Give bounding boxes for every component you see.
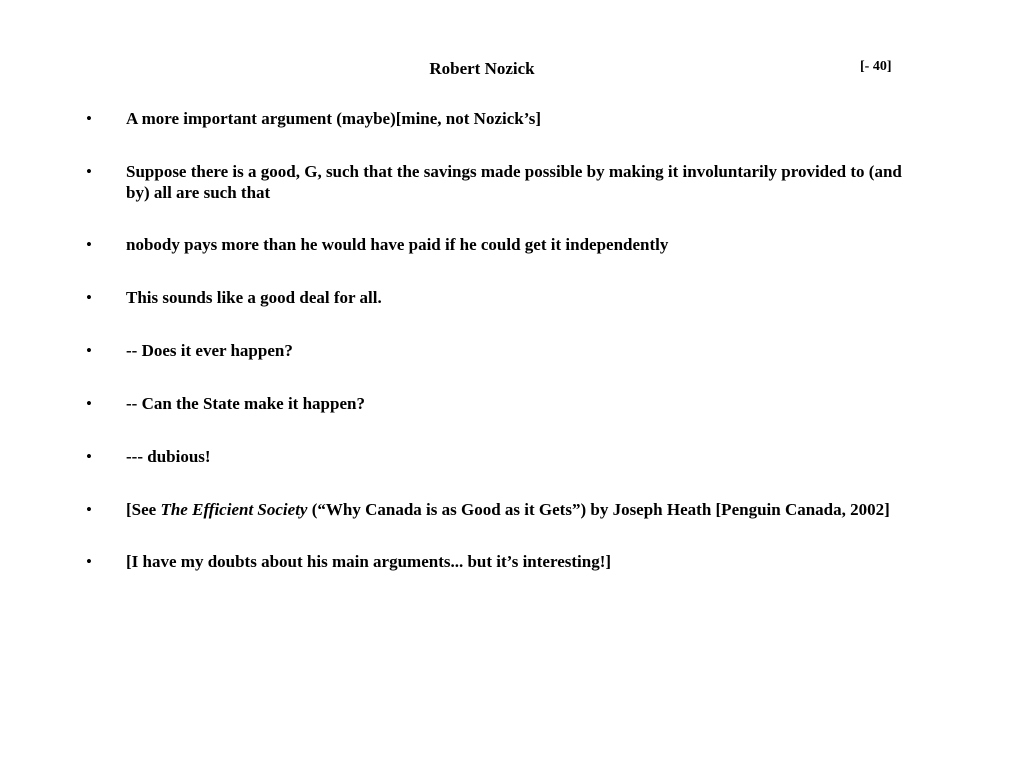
bullet-text: This sounds like a good deal for all. [126, 288, 382, 307]
bullet-item [84, 499, 904, 520]
page-number: [- 40] [860, 59, 892, 74]
bullet-item [84, 340, 904, 361]
bullet-icon: • [86, 109, 92, 128]
slide-title: Robert Nozick [429, 59, 535, 78]
bullet-item [84, 551, 904, 572]
bullet-text: -- Can the State make it happen? [126, 394, 365, 413]
bullet-item [84, 393, 904, 414]
bullet-icon: • [86, 552, 92, 571]
bullet-text: A more important argument (maybe)[mine, not Nozick’s] [126, 109, 542, 128]
bullet-text: -- Does it ever happen? [126, 341, 293, 360]
bullet-item [84, 108, 904, 129]
bullet-text: [I have my doubts about his main arguments... but it’s interesting!] [126, 552, 612, 571]
bullet-icon: • [86, 288, 92, 307]
citation-prefix: [See [126, 500, 161, 519]
bullet-icon: • [86, 500, 92, 519]
bullet-icon: • [86, 394, 92, 413]
citation-suffix: (“Why Canada is as Good as it Gets”) by Joseph Heath [Penguin Canada, 2002] [307, 500, 890, 519]
bullet-list [84, 108, 904, 604]
bullet-text: --- dubious! [126, 447, 211, 466]
bullet-text: nobody pays more than he would have paid if he could get it independently [126, 235, 669, 254]
bullet-text-citation [126, 500, 890, 519]
bullet-text: Suppose there is a good, G, such that the savings made possible by making it involuntarily provided to (and by) all are such that [126, 162, 902, 202]
bullet-item [84, 446, 904, 467]
bullet-icon: • [86, 341, 92, 360]
bullet-item [84, 161, 904, 203]
bullet-item [84, 287, 904, 308]
bullet-icon: • [86, 235, 92, 254]
bullet-icon: • [86, 447, 92, 466]
bullet-icon: • [86, 162, 92, 181]
book-title: The Efficient Society [160, 500, 308, 519]
bullet-item [84, 234, 904, 255]
